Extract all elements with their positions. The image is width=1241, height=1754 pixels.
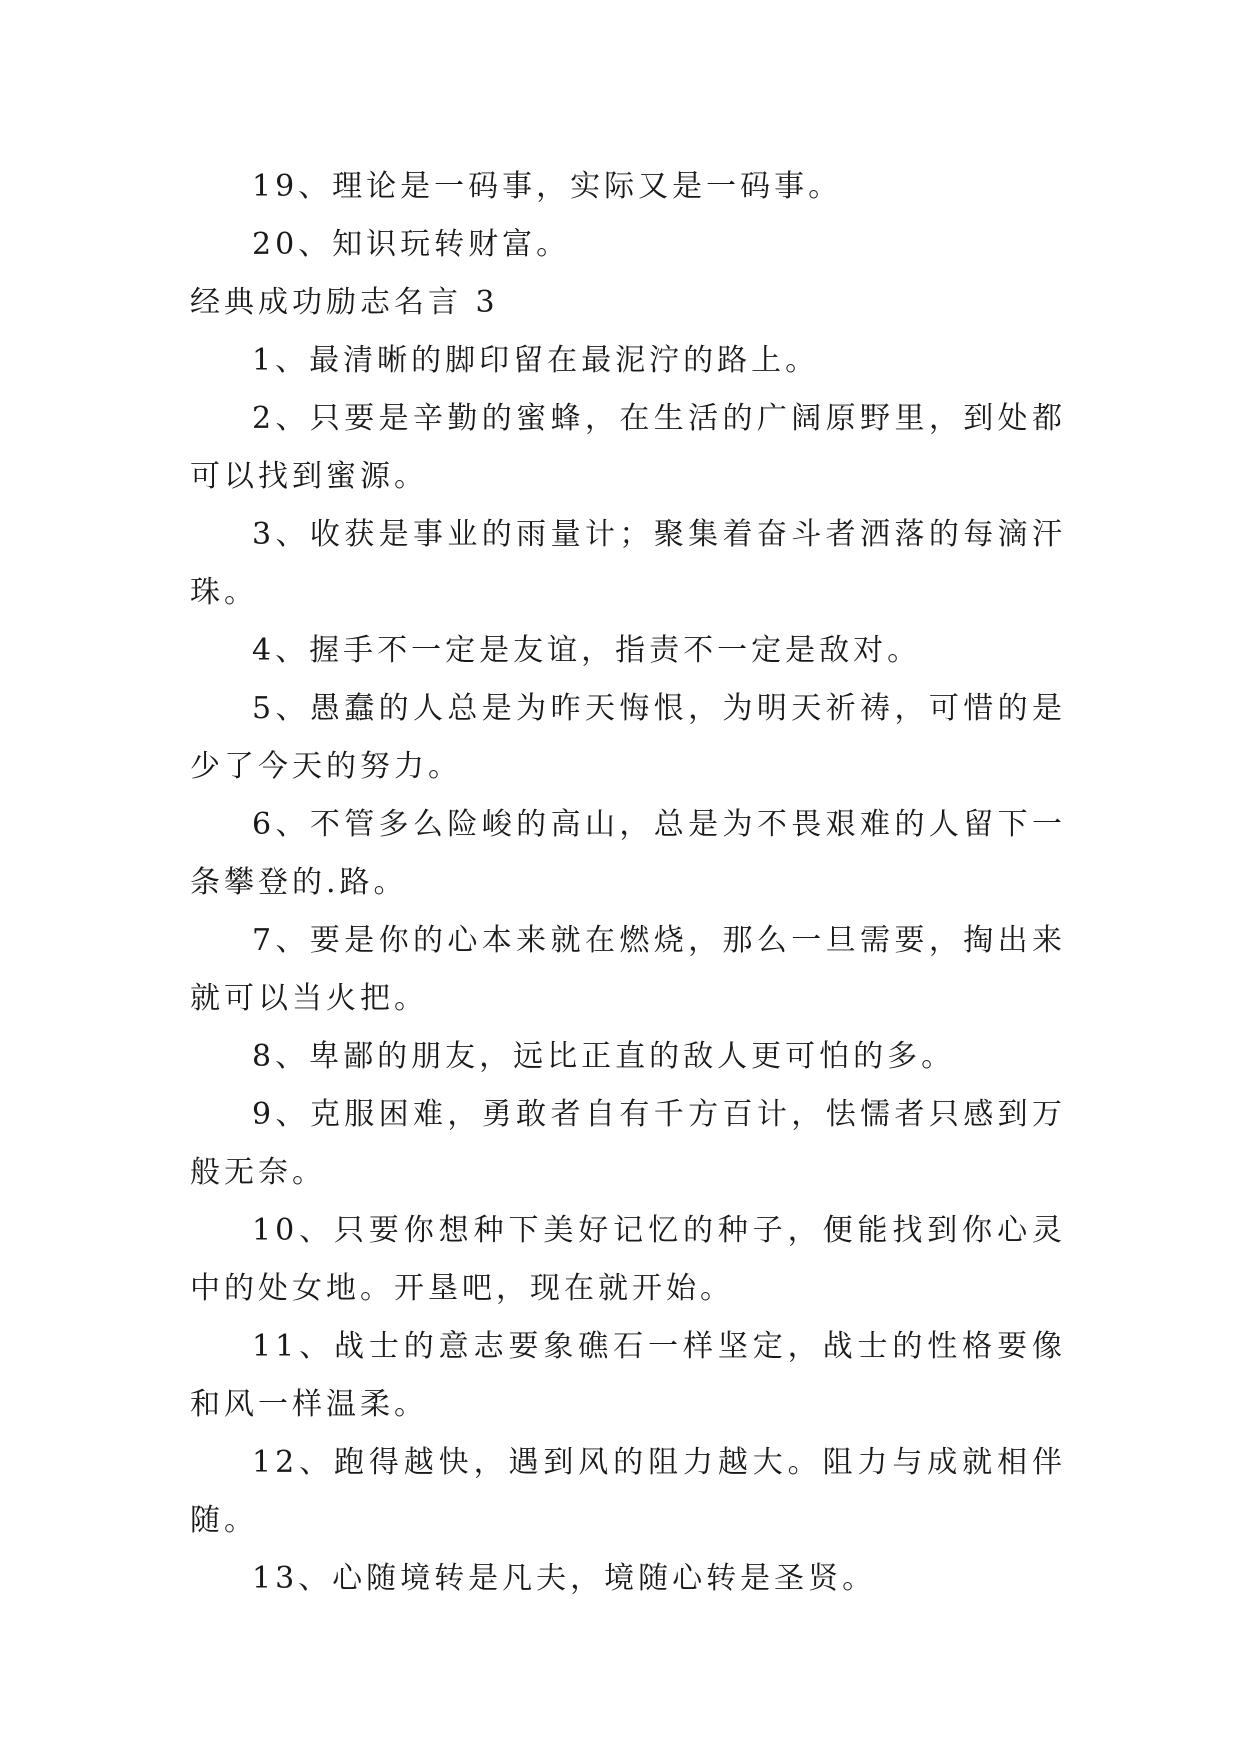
quote-19: 19、理论是一码事，实际又是一码事。 [252,169,843,204]
quote-5: 5、愚蠢的人总是为昨天悔恨，为明天祈祷，可惜的是少了今天的努力。 [190,691,1066,784]
quote-10: 10、只要你想种下美好记忆的种子，便能找到你心灵中的处女地。开垦吧，现在就开始。 [190,1213,1066,1306]
quote-3: 3、收获是事业的雨量计；聚集着奋斗者洒落的每滴汗珠。 [190,517,1066,610]
quote-7: 7、要是你的心本来就在燃烧，那么一旦需要，掏出来就可以当火把。 [190,923,1066,1016]
quote-6: 6、不管多么险峻的高山，总是为不畏艰难的人留下一条攀登的.路。 [190,807,1066,900]
quote-1: 1、最清晰的脚印留在最泥泞的路上。 [252,343,820,378]
quote-9: 9、克服困难，勇敢者自有千方百计，怯懦者只感到万般无奈。 [190,1097,1066,1190]
quote-13: 13、心随境转是凡夫，境随心转是圣贤。 [252,1561,877,1596]
quote-11: 11、战士的意志要象礁石一样坚定，战士的性格要像和风一样温柔。 [190,1329,1066,1422]
document-body [190,158,1066,1608]
section-title: 经典成功励志名言 3 [190,285,499,320]
quote-2: 2、只要是辛勤的蜜蜂，在生活的广阔原野里，到处都可以找到蜜源。 [190,401,1066,494]
quote-8: 8、卑鄙的朋友，远比正直的敌人更可怕的多。 [252,1039,956,1074]
quote-4: 4、握手不一定是友谊，指责不一定是敌对。 [252,633,922,668]
quote-20: 20、知识玩转财富。 [252,227,571,262]
quote-12: 12、跑得越快，遇到风的阻力越大。阻力与成就相伴随。 [190,1445,1066,1538]
